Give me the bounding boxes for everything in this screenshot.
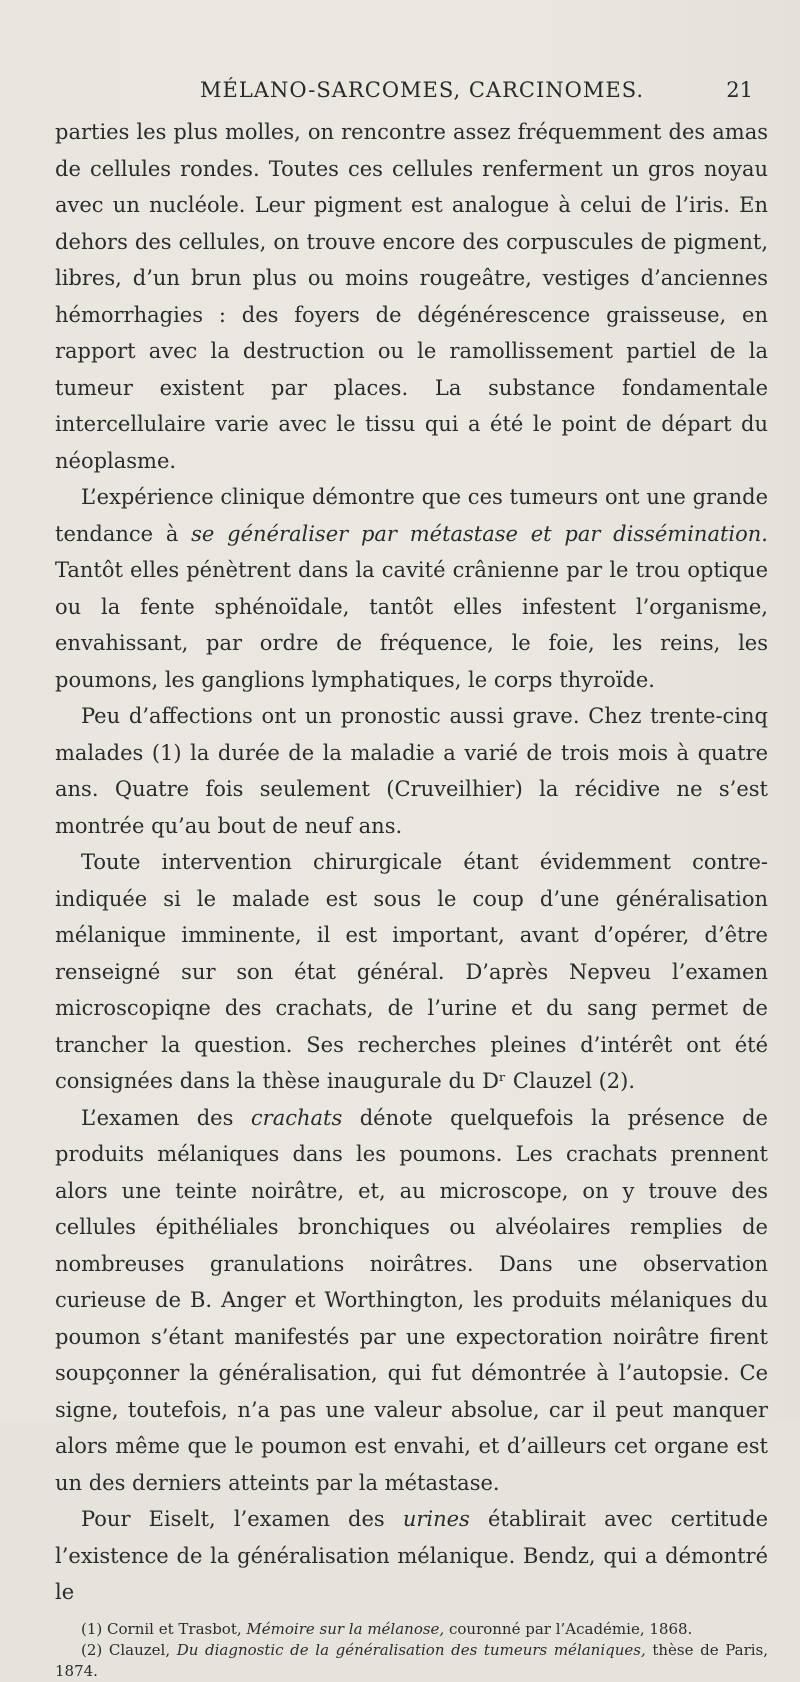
italic-text: crachats — [250, 1105, 343, 1130]
footnote — [55, 1619, 768, 1640]
text-run: Peu d’affections ont un pronostic aussi grave. Chez trente-cinq malades (1) la durée de la maladie a varié de trois mois à quatre ans. Quatre fois seulement (Cruveilhier) la récidive ne s’est montrée qu’au bout de neuf ans. — [55, 704, 768, 838]
page-header — [55, 78, 768, 108]
italic-text: Mémoire sur la mélanose, — [246, 1619, 445, 1638]
footnotes — [55, 1619, 768, 1682]
text-run: couronné par l’Académie, 1868. — [444, 1619, 693, 1638]
running-title: MÉLANO-SARCOMES, CARCINOMES. — [200, 78, 645, 102]
paragraph — [55, 1100, 768, 1502]
text-run: établirait avec certitude l’existence de la généralisation mélanique. Bendz, qui a démontré le — [55, 1507, 768, 1604]
italic-text: se généraliser par métastase et par dissémination. — [191, 521, 768, 546]
text-run: L’examen des — [81, 1105, 251, 1130]
text-run: L’expérience clinique démontre que ces tumeurs ont une grande tendance à — [55, 485, 768, 546]
italic-text: urines — [402, 1507, 470, 1531]
paragraph — [55, 479, 768, 698]
text-run: (2) Clauzel, — [81, 1640, 177, 1659]
text-run: parties les plus molles, on rencontre assez fréquemment des amas de cellules rondes. Toutes ces cellules renferment un gros noyau avec un nucléole. Leur pigment est analogue à celui de l’iris. En dehors des cellules, on trouve encore des corpuscules de pigment, libres, d’un brun plus ou moins rougeâtre, vestiges d’anciennes hémorrhagies : des foyers de dégénérescence graisseuse, en rapport avec la destruction ou le ramollissement partiel de la tumeur existent par places. La substance fondamentale intercellulaire varie avec le tissu qui a été le point de départ du néoplasme. — [55, 120, 768, 473]
paragraph — [55, 1501, 768, 1611]
text-run: Toute intervention chirurgicale étant évidemment contre-indiquée si le malade est sous le coup d’une généralisation mélanique imminente, il est important, avant d’opérer, d’être renseigné sur son état général. D’après Nepveu l’examen microscopiqne des crachats, de l’urine et du sang permet de trancher la question. Ses recherches pleines d’intérêt ont été consignées dans la thèse inaugurale du Dʳ Clauzel (2). — [55, 850, 768, 1093]
text-run: (1) Cornil et Trasbot, — [81, 1619, 247, 1638]
text-run: Tantôt elles pénètrent dans la cavité crânienne par le trou optique ou la fente sphénoïdale, tantôt elles infestent l’organisme, envahissant, par ordre de fréquence, le foie, les reins, les poumons, les ganglions lymphatiques, le corps thyroïde. — [55, 558, 768, 692]
text-run: dénote quelquefois la présence de produits mélaniques dans les poumons. Les crachats prennent alors une teinte noirâtre, et, au microscope, on y trouve des cellules épithéliales bronchiques ou alvéolaires remplies de nombreuses granulations noirâtres. Dans une observation curieuse de B. Anger et Worthington, les produits mélaniques du poumon s’étant manifestés par une expectoration noirâtre firent soupçonner la généralisation, qui fut démontrée à l’autopsie. Ce signe, toutefois, n’a pas une valeur absolue, car il peut manquer alors même que le poumon est envahi, et d’ailleurs cet organe est un des derniers atteints par la métastase. — [55, 1105, 768, 1495]
text-run: Pour Eiselt, l’examen des — [81, 1507, 403, 1531]
text-run: thèse de Paris, 1874. — [55, 1640, 769, 1680]
paragraph — [55, 698, 768, 844]
paragraph — [55, 114, 768, 479]
italic-text: Du diagnostic de la généralisation des tumeurs mélaniques, — [176, 1640, 646, 1659]
body-text — [55, 114, 768, 1611]
footnote — [55, 1640, 768, 1682]
page-number: 21 — [726, 78, 753, 102]
paragraph — [55, 844, 768, 1100]
